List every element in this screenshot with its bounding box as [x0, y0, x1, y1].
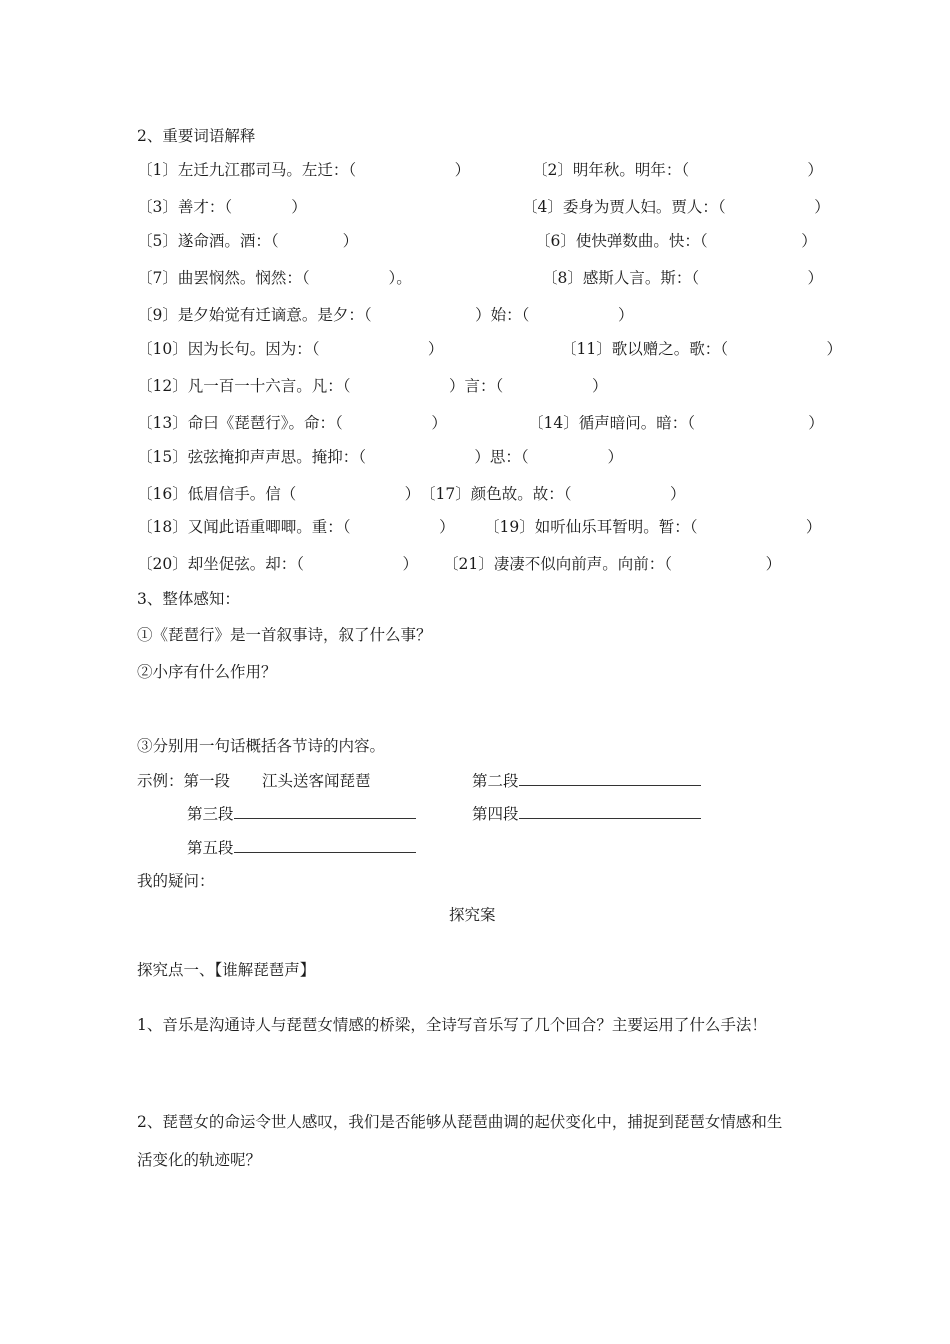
vocab-item-14: 〔14〕循声暗问。暗：（ ）: [528, 414, 824, 432]
overview-question-3: ③分别用一句话概括各节诗的内容。: [137, 737, 386, 755]
vocab-item-6: 〔6〕使快弹数曲。快：（ ）: [535, 232, 817, 250]
vocab-item-21: 〔21〕凄凄不似向前声。向前：（ ）: [443, 555, 782, 573]
vocab-item-12: 〔12〕凡一百一十六言。凡：（ ）言：（ ）: [137, 377, 608, 395]
overview-question-2: ②小序有什么作用？: [137, 663, 277, 681]
explore-question-1: 1、音乐是沟通诗人与琵琶女情感的桥梁，全诗写音乐写了几个回合？主要运用了什么手法！: [137, 1016, 767, 1034]
example-label: 示例：第一段: [137, 772, 231, 790]
paragraph-3-line[interactable]: [187, 804, 416, 824]
paragraph-4-blank[interactable]: [519, 804, 701, 819]
paragraph-4-line[interactable]: [472, 804, 701, 824]
my-question-label: 我的疑问：: [137, 872, 215, 890]
vocab-item-17: 〔17〕颜色故。故：（ ）: [420, 485, 686, 503]
paragraph-2-blank[interactable]: [519, 771, 701, 786]
paragraph-5-line[interactable]: [187, 838, 416, 858]
explore-question-2-line-2: 活变化的轨迹呢？: [137, 1151, 262, 1169]
vocab-item-4: 〔4〕委身为贾人妇。贾人：（ ）: [522, 198, 830, 216]
vocab-item-3: 〔3〕善才：（ ）: [137, 198, 307, 216]
vocab-item-1: 〔1〕左迁九江郡司马。左迁：（ ）: [137, 161, 471, 179]
vocab-item-9: 〔9〕是夕始觉有迁谪意。是夕：（ ）始：（ ）: [137, 306, 634, 324]
paragraph-5-blank[interactable]: [234, 838, 416, 853]
vocab-item-16: 〔16〕低眉信手。信（ ）: [137, 485, 421, 503]
paragraph-3-blank[interactable]: [234, 804, 416, 819]
vocab-item-8: 〔8〕感斯人言。斯：（ ）: [542, 269, 824, 287]
vocab-item-15: 〔15〕弦弦掩抑声声思。掩抑：（ ）思：（ ）: [137, 448, 623, 466]
vocab-item-19: 〔19〕如听仙乐耳暂明。暂：（ ）: [484, 518, 822, 536]
overview-question-1: ①《琵琶行》是一首叙事诗，叙了什么事？: [137, 626, 432, 644]
vocab-heading: 2、重要词语解释: [137, 127, 256, 145]
vocab-item-20: 〔20〕却坐促弦。却：（ ）: [137, 555, 419, 573]
paragraph-4-label: 第四段: [472, 805, 519, 823]
paragraph-2-label: 第二段: [472, 772, 519, 790]
example-text: 江头送客闻琵琶: [262, 772, 371, 790]
vocab-item-5: 〔5〕遂命酒。酒：（ ）: [137, 232, 359, 250]
vocab-item-18: 〔18〕又闻此语重唧唧。重：（ ）: [137, 518, 455, 536]
paragraph-3-label: 第三段: [187, 805, 234, 823]
overview-heading: 3、整体感知：: [137, 590, 240, 608]
paragraph-2-line[interactable]: [472, 771, 701, 791]
explore-question-2-line-1: 2、琵琶女的命运令世人感叹，我们是否能够从琵琶曲调的起伏变化中，捕捉到琵琶女情感和生: [137, 1113, 783, 1131]
vocab-item-7: 〔7〕曲罢悯然。悯然：（ ）。: [137, 269, 412, 287]
explore-title: 探究案: [449, 906, 496, 924]
paragraph-5-label: 第五段: [187, 839, 234, 857]
vocab-item-11: 〔11〕歌以赠之。歌：（ ）: [561, 340, 843, 358]
vocab-item-2: 〔2〕明年秋。明年：（ ）: [532, 161, 823, 179]
vocab-item-10: 〔10〕因为长句。因为：（ ）: [137, 340, 444, 358]
explore-point-1: 探究点一、【谁解琵琶声】: [137, 961, 316, 979]
vocab-item-13: 〔13〕命曰《琵琶行》。命：（ ）: [137, 414, 447, 432]
